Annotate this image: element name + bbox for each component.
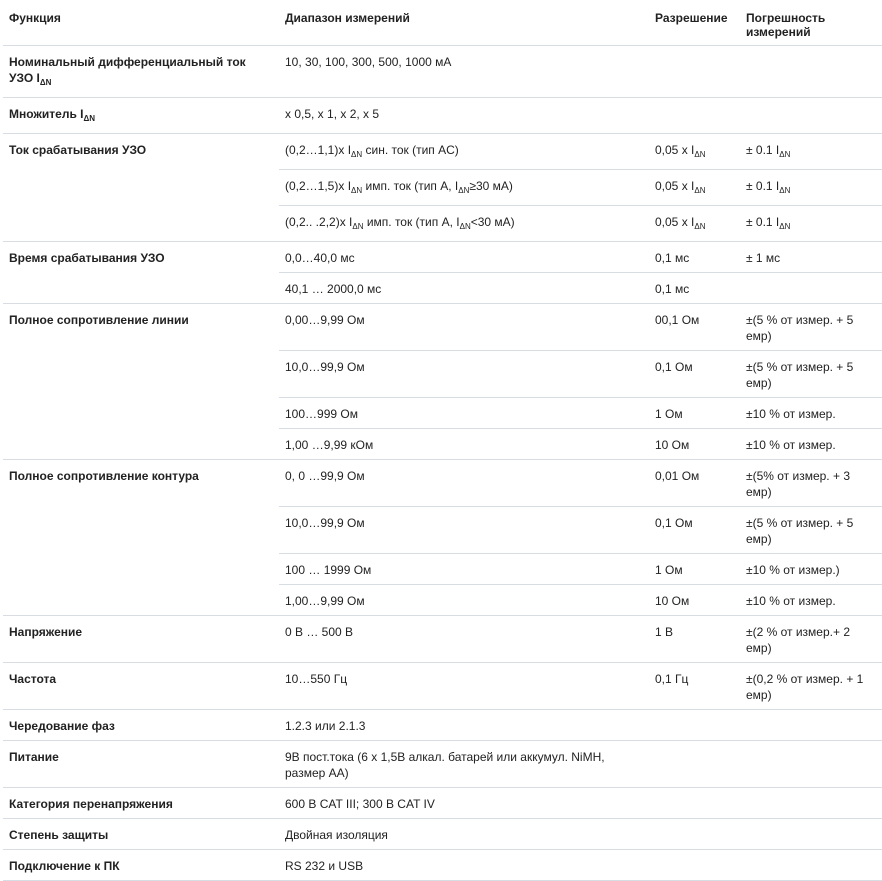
table-row (3, 206, 882, 242)
cell-range: 1,00…9,99 Ом (279, 585, 649, 616)
cell-range: (0,2.. .2,2)x $I_{\Delta N}$ имп. ток (тип A, $I_{\Delta N}<30$ мА) (279, 206, 649, 242)
cell-function (3, 206, 279, 242)
cell-range: 0, 0 …99,9 Ом (279, 460, 649, 507)
cell-resolution (649, 788, 740, 819)
table-row (3, 304, 882, 351)
cell-accuracy: ± 0.1 $I_{\Delta N}$ (740, 170, 882, 206)
cell-function: Номинальный дифференциальный ток УЗО $I_{\Delta N}$ (3, 46, 279, 98)
cell-function: Питание (3, 741, 279, 788)
cell-resolution: 0,05 x $I_{\Delta N}$ (649, 134, 740, 170)
cell-range: (0,2…1,5)x $I_{\Delta N}$ имп. ток (тип A, $I_{\Delta N}\ge 30$ мА) (279, 170, 649, 206)
cell-accuracy: ±(5 % от измер. + 5 емр) (740, 351, 882, 398)
cell-function: Напряжение (3, 616, 279, 663)
cell-function: Время срабатывания УЗО (9, 251, 165, 265)
table-row (3, 46, 882, 98)
cell-function (3, 554, 279, 585)
table-row (3, 242, 882, 273)
cell-resolution (649, 98, 740, 134)
cell-accuracy: ±10 % от измер. (740, 398, 882, 429)
cell-range: 600 В CAT III; 300 В CAT IV (279, 788, 649, 819)
cell-resolution: 1 Ом (649, 398, 740, 429)
header-row (3, 0, 882, 46)
cell-accuracy (740, 46, 882, 98)
table-row (3, 616, 882, 663)
cell-range: (0,2…1,1)x $I_{\Delta N}$ син. ток (тип AC) (279, 134, 649, 170)
cell-function: Чередование фаз (3, 710, 279, 741)
table-row (3, 170, 882, 206)
cell-resolution: 10 Ом (649, 429, 740, 460)
cell-accuracy (740, 273, 882, 304)
cell-function: Степень защиты (3, 819, 279, 850)
table-row (3, 850, 882, 881)
cell-function: Частота (3, 663, 279, 710)
table-row (3, 398, 882, 429)
cell-range: 10,0…99,9 Ом (279, 351, 649, 398)
cell-function: Полное сопротивление контура (9, 469, 199, 483)
cell-accuracy (740, 710, 882, 741)
table-row (3, 351, 882, 398)
table-row (3, 741, 882, 788)
table-row (3, 788, 882, 819)
cell-function (3, 585, 279, 616)
cell-accuracy (740, 788, 882, 819)
cell-resolution: 0,1 мс (649, 242, 740, 273)
table-row (3, 507, 882, 554)
table-body (3, 46, 882, 881)
cell-accuracy: ±(0,2 % от измер. + 1 емр) (740, 663, 882, 710)
table-row (3, 663, 882, 710)
cell-function (3, 351, 279, 398)
cell-range: x 0,5, x 1, x 2, x 5 (279, 98, 649, 134)
cell-accuracy: ±(5% от измер. + 3 емр) (740, 460, 882, 507)
cell-accuracy: ± 0.1 $I_{\Delta N}$ (740, 134, 882, 170)
cell-function (3, 170, 279, 206)
table-row (3, 710, 882, 741)
cell-range: 100…999 Ом (279, 398, 649, 429)
cell-accuracy: ± 0.1 $I_{\Delta N}$ (740, 206, 882, 242)
cell-function (3, 273, 279, 304)
cell-accuracy (740, 850, 882, 881)
cell-resolution: 0,1 Ом (649, 351, 740, 398)
header-resolution: Разрешение (649, 0, 740, 46)
cell-resolution: 00,1 Ом (649, 304, 740, 351)
cell-accuracy: ±10 % от измер. (740, 429, 882, 460)
cell-function: Множитель $I_{\Delta N}$ (3, 98, 279, 134)
cell-accuracy (740, 819, 882, 850)
header-function: Функция (3, 0, 279, 46)
cell-range: 10…550 Гц (279, 663, 649, 710)
cell-accuracy: ±10 % от измер.) (740, 554, 882, 585)
cell-resolution: 1 Ом (649, 554, 740, 585)
cell-range: 1.2.3 или 2.1.3 (279, 710, 649, 741)
cell-range: 9В пост.тока (6 x 1,5В алкал. батарей или аккумул. NiMH, размер AA) (279, 741, 649, 788)
table-row (3, 585, 882, 616)
table-row (3, 460, 882, 507)
cell-accuracy: ±(2 % от измер.+ 2 емр) (740, 616, 882, 663)
table-row (3, 273, 882, 304)
cell-accuracy (740, 98, 882, 134)
table-row (3, 819, 882, 850)
cell-range: 10, 30, 100, 300, 500, 1000 мА (279, 46, 649, 98)
specs-table (3, 0, 882, 881)
cell-function (3, 507, 279, 554)
cell-range: 10,0…99,9 Ом (279, 507, 649, 554)
cell-resolution (649, 819, 740, 850)
cell-accuracy: ±(5 % от измер. + 5 емр) (740, 304, 882, 351)
cell-resolution (649, 46, 740, 98)
table-row (3, 554, 882, 585)
cell-resolution: 0,01 Ом (649, 460, 740, 507)
cell-range: Двойная изоляция (279, 819, 649, 850)
cell-resolution: 0,05 x $I_{\Delta N}$ (649, 206, 740, 242)
cell-accuracy (740, 741, 882, 788)
cell-range: 40,1 … 2000,0 мс (279, 273, 649, 304)
cell-function (3, 398, 279, 429)
cell-function: Категория перенапряжения (3, 788, 279, 819)
cell-resolution: 10 Ом (649, 585, 740, 616)
cell-accuracy: ± 1 мс (740, 242, 882, 273)
cell-resolution (649, 741, 740, 788)
table-row (3, 429, 882, 460)
cell-range: 0,0…40,0 мс (279, 242, 649, 273)
cell-range: RS 232 и USB (279, 850, 649, 881)
cell-resolution (649, 710, 740, 741)
cell-accuracy: ±(5 % от измер. + 5 емр) (740, 507, 882, 554)
cell-range: 1,00 …9,99 кОм (279, 429, 649, 460)
table-row (3, 134, 882, 170)
cell-function (3, 429, 279, 460)
cell-accuracy: ±10 % от измер. (740, 585, 882, 616)
cell-function: Полное сопротивление линии (9, 313, 189, 327)
cell-function: Ток срабатывания УЗО (9, 143, 147, 157)
header-accuracy: Погрешность измерений (740, 0, 882, 46)
cell-resolution: 0,1 Ом (649, 507, 740, 554)
cell-resolution: 0,05 x $I_{\Delta N}$ (649, 170, 740, 206)
table-row (3, 98, 882, 134)
cell-range: 0 В … 500 В (279, 616, 649, 663)
cell-resolution: 0,1 Гц (649, 663, 740, 710)
cell-range: 0,00…9,99 Ом (279, 304, 649, 351)
cell-resolution (649, 850, 740, 881)
cell-resolution: 1 В (649, 616, 740, 663)
cell-resolution: 0,1 мс (649, 273, 740, 304)
cell-range: 100 … 1999 Ом (279, 554, 649, 585)
cell-function: Подключение к ПК (3, 850, 279, 881)
header-range: Диапазон измерений (279, 0, 649, 46)
